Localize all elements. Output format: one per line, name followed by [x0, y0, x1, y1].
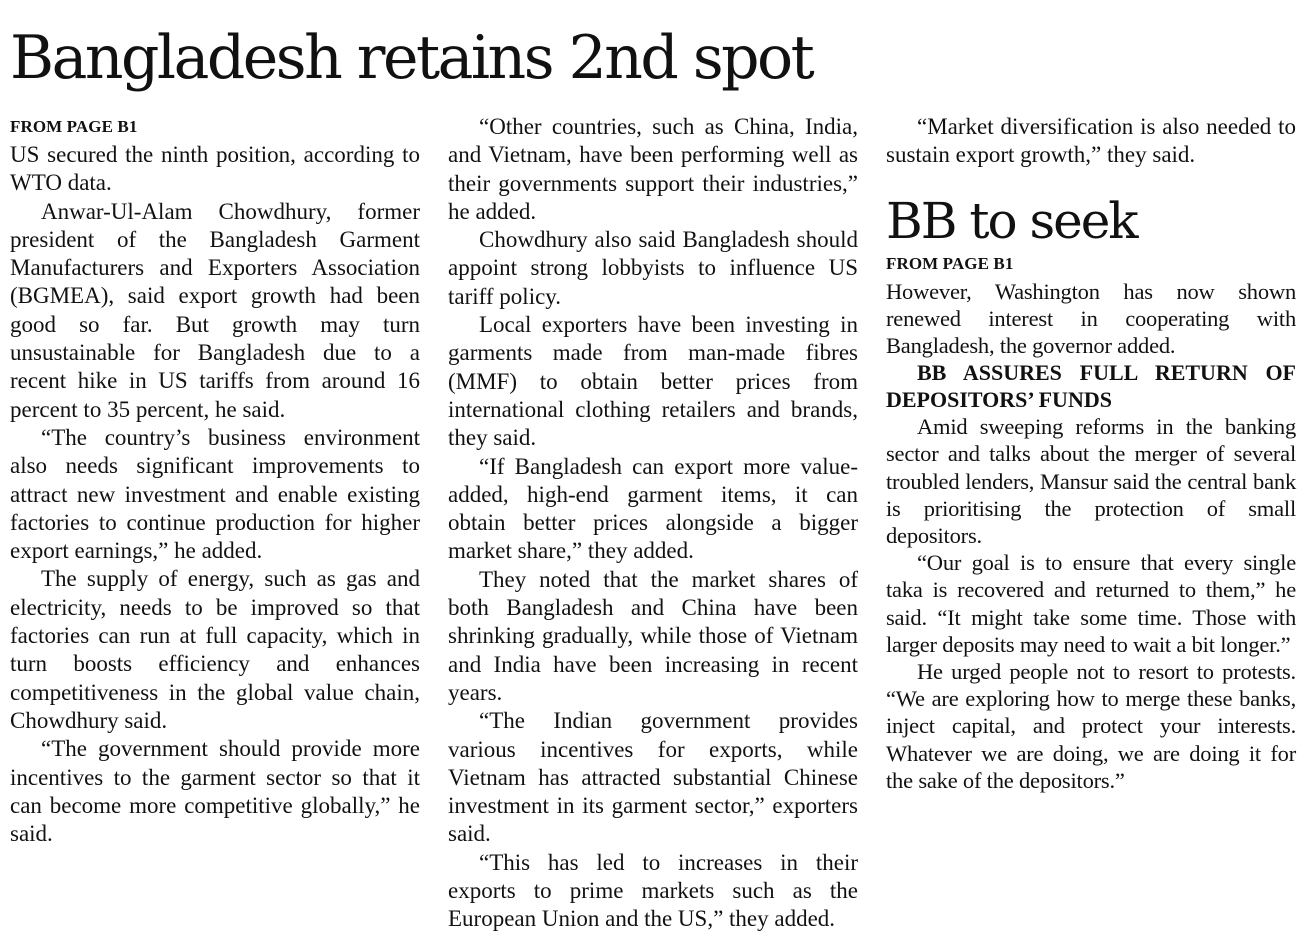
body-paragraph: “Market diversification is also needed to sustain export growth,” they said. [886, 114, 1296, 168]
body-paragraph: “The country’s business environment also needs significant improvements to attract new investment and enable existing factories to continue production for higher export earnings,” he added. [10, 424, 420, 564]
body-paragraph: “This has led to increases in their exports to prime markets such as the European Union and the US,” they added. [448, 849, 858, 932]
body-paragraph: “The Indian government provides various incentives for exports, while Vietnam has attracted substantial Chinese investment in its garment sector,” exporters said. [448, 708, 858, 847]
body-paragraph: “The government should provide more incentives to the garment sector so that it can become more competitive globally,” he said. [10, 736, 420, 847]
body-paragraph: Anwar-Ul-Alam Chowdhury, former president of the Bangladesh Garment Manufacturers and Exporters Association (BGMEA), said export growth had been good so far. But growth may turn unsustainable for Bangladesh due to a recent hike in US tariffs from around 16 percent to 35 percent, he said. [10, 198, 420, 422]
article-headline: Bangladesh retains 2nd spot [10, 23, 813, 93]
dateline: FROM PAGE B1 [886, 253, 1014, 273]
body-paragraph: US secured the ninth position, according to WTO data. [10, 142, 420, 196]
second-article-headline: BB to seek [886, 191, 1137, 250]
body-paragraph: Chowdhury also said Bangladesh should appoint strong lobbyists to influence US tariff policy. [448, 227, 858, 309]
crosshead: BB ASSURES FULL RETURN OF DEPOSITORS’ FUNDS [886, 360, 1296, 413]
dateline: FROM PAGE B1 [10, 117, 138, 136]
body-paragraph: “Other countries, such as China, India, and Vietnam, have been performing well as their governments support their industries,” he added. [448, 114, 858, 224]
article-column-2 [448, 113, 858, 934]
body-paragraph: They noted that the market shares of both Bangladesh and China have been shrinking gradually, while those of Vietnam and India have been increasing in recent years. [448, 566, 858, 705]
article-column-3 [886, 113, 1296, 794]
body-paragraph: However, Washington has now shown renewed interest in cooperating with Bangladesh, the governor added. [886, 278, 1296, 358]
article-column-1 [10, 113, 420, 848]
body-paragraph: Local exporters have been investing in garments made from man-made fibres (MMF) to obtain better prices from international clothing retailers and brands, they said. [448, 312, 858, 451]
body-paragraph: He urged people not to resort to protests. “We are exploring how to merge these banks, inject capital, and protect your interests. Whatever we are doing, we are doing it for the sake of the depositors.” [886, 659, 1296, 793]
body-paragraph: “Our goal is to ensure that every single taka is recovered and returned to them,” he said. “It might take some time. Those with larger deposits may need to wait a bit longer.” [886, 550, 1296, 657]
body-paragraph: Amid sweeping reforms in the banking sector and talks about the merger of several troubled lenders, Mansur said the central bank is prioritising the protection of small depositors. [886, 414, 1296, 549]
body-paragraph: “If Bangladesh can export more value-added, high-end garment items, it can obtain better prices alongside a bigger market share,” they added. [448, 453, 858, 564]
second-article-body [886, 250, 1296, 794]
body-paragraph: The supply of energy, such as gas and electricity, needs to be improved so that factories can run at full capacity, which in turn boosts efficiency and enhances competitiveness in the global value chain, Chowdhury said. [10, 566, 420, 733]
